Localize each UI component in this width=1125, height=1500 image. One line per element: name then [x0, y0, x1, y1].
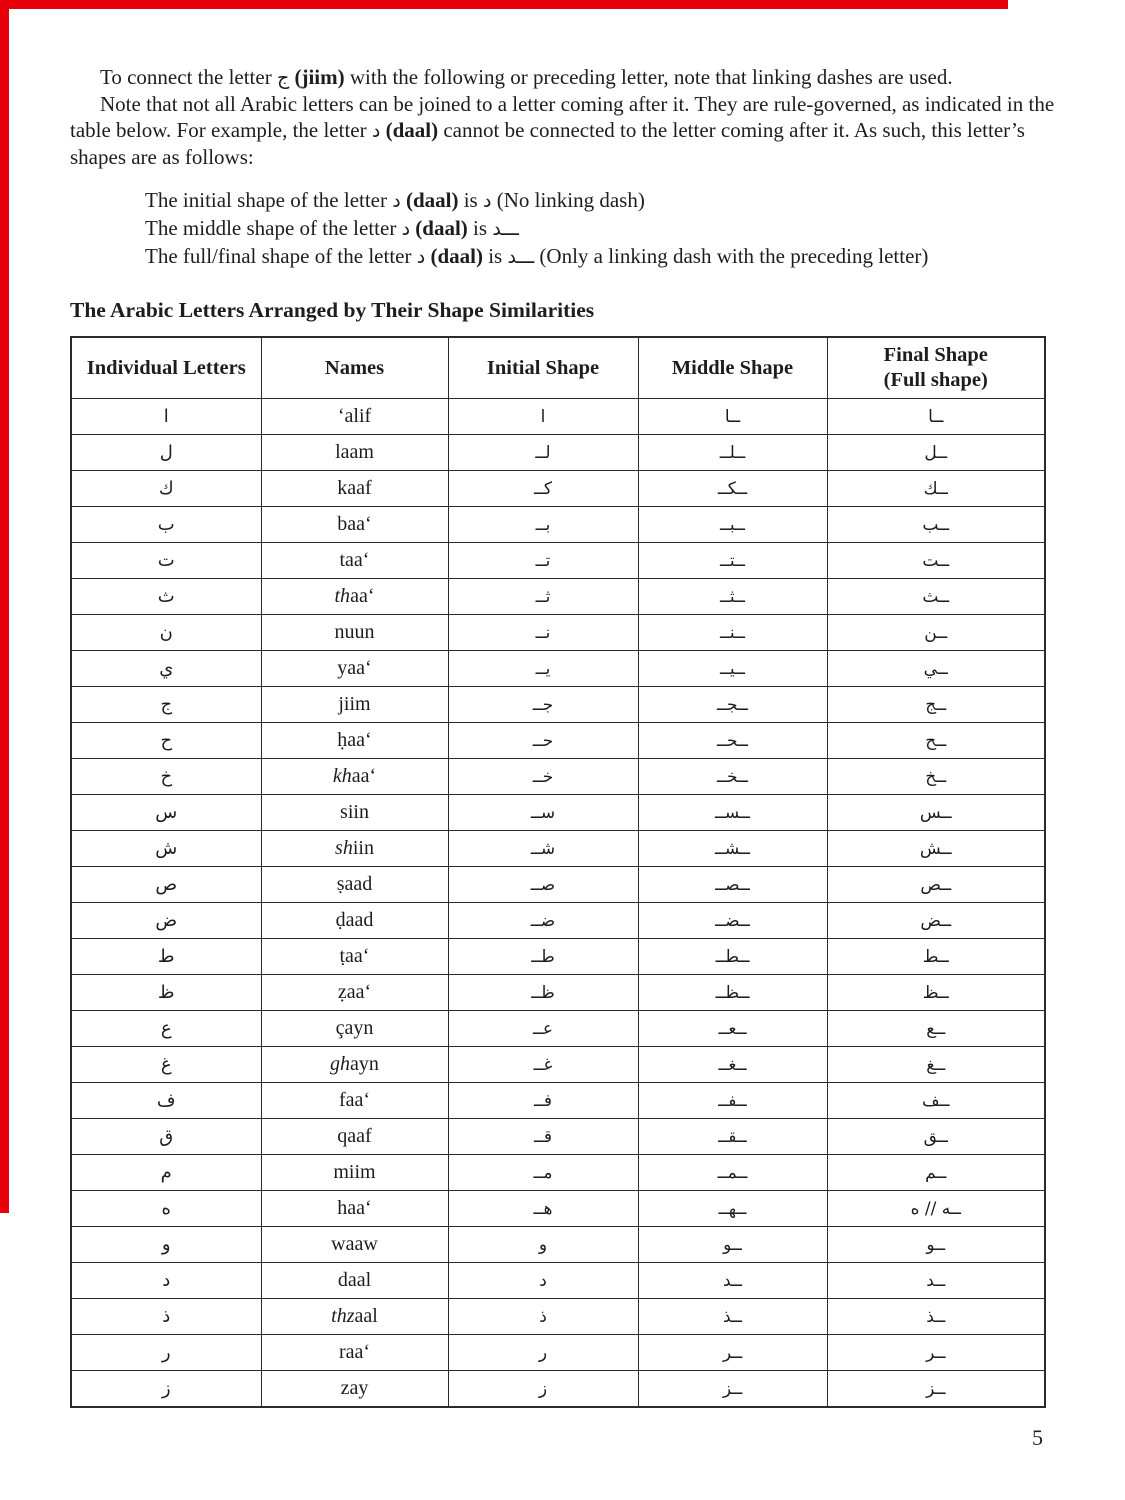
- initial-shape-cell: لــ: [448, 435, 638, 471]
- text-run: kaaf: [337, 477, 372, 499]
- final-shape-cell: ــت: [827, 543, 1045, 579]
- text-run: laam: [335, 441, 374, 463]
- initial-shape-cell: عــ: [448, 1011, 638, 1047]
- table-row: [71, 1299, 1045, 1335]
- initial-shape-cell: تــ: [448, 543, 638, 579]
- individual-letter-cell: ز: [71, 1371, 261, 1408]
- final-shape-cell: ــل: [827, 435, 1045, 471]
- initial-shape-cell: طــ: [448, 939, 638, 975]
- text-run: ṭaa‘: [339, 945, 370, 967]
- initial-shape-cell: قــ: [448, 1119, 638, 1155]
- text-run: (Only a linking dash with the preceding letter): [534, 244, 929, 268]
- text-run: ẓaa‘: [337, 981, 372, 1003]
- arabic-glyph: ـــد: [492, 218, 519, 240]
- text-run: iin: [352, 837, 374, 859]
- initial-shape-cell: حــ: [448, 723, 638, 759]
- text-run: ‘alif: [337, 405, 372, 427]
- table-row: [71, 1083, 1045, 1119]
- red-edge-left: [0, 0, 9, 1213]
- intro-paragraph-1: [70, 64, 1057, 91]
- name-cell: [261, 1119, 448, 1155]
- individual-letter-cell: ا: [71, 399, 261, 435]
- final-shape-cell: ــك: [827, 471, 1045, 507]
- initial-shape-cell: ذ: [448, 1299, 638, 1335]
- name-cell: [261, 1011, 448, 1047]
- text-run: is: [458, 188, 483, 212]
- middle-shape-cell: ــجــ: [638, 687, 827, 723]
- final-shape-cell: ــخ: [827, 759, 1045, 795]
- individual-letter-cell: ف: [71, 1083, 261, 1119]
- col-header-individual-letters: Individual Letters: [71, 337, 261, 399]
- individual-letter-cell: ت: [71, 543, 261, 579]
- middle-shape-cell: ــثــ: [638, 579, 827, 615]
- table-row: [71, 759, 1045, 795]
- middle-shape-cell: ــشــ: [638, 831, 827, 867]
- name-cell: [261, 1335, 448, 1371]
- text-run: faa‘: [338, 1089, 371, 1111]
- initial-shape-cell: د: [448, 1263, 638, 1299]
- name-cell: [261, 1227, 448, 1263]
- middle-shape-cell: ــهــ: [638, 1191, 827, 1227]
- initial-shape-cell: فــ: [448, 1083, 638, 1119]
- text-run: is: [467, 216, 493, 240]
- table-row: [71, 939, 1045, 975]
- final-shape-cell: ــس: [827, 795, 1045, 831]
- text-run: (daal): [385, 118, 439, 142]
- final-shape-cell: ــر: [827, 1335, 1045, 1371]
- individual-letter-cell: م: [71, 1155, 261, 1191]
- middle-shape-cell: ــتــ: [638, 543, 827, 579]
- shape-list-item-middle: [145, 215, 1057, 243]
- text-run: thz: [331, 1305, 355, 1327]
- middle-shape-cell: ــنــ: [638, 615, 827, 651]
- text-run: (No linking dash): [491, 188, 645, 212]
- name-cell: [261, 1155, 448, 1191]
- middle-shape-cell: ــر: [638, 1335, 827, 1371]
- text-run: ṣaad: [336, 873, 373, 895]
- middle-shape-cell: ــظــ: [638, 975, 827, 1011]
- individual-letter-cell: ث: [71, 579, 261, 615]
- table-row: [71, 1371, 1045, 1408]
- individual-letter-cell: ن: [71, 615, 261, 651]
- table-row: [71, 1119, 1045, 1155]
- text-run: ḍaad: [335, 909, 374, 931]
- middle-shape-cell: ــقــ: [638, 1119, 827, 1155]
- initial-shape-cell: و: [448, 1227, 638, 1263]
- final-shape-cell: ــغ: [827, 1047, 1045, 1083]
- final-shape-cell: ــد: [827, 1263, 1045, 1299]
- final-shape-cell: ــه // ه: [827, 1191, 1045, 1227]
- table-row: [71, 723, 1045, 759]
- arabic-glyph: د: [401, 218, 411, 240]
- name-cell: [261, 975, 448, 1011]
- final-shape-cell: ــح: [827, 723, 1045, 759]
- text-run: ḥaa‘: [337, 729, 372, 751]
- middle-shape-cell: ــخــ: [638, 759, 827, 795]
- text-run: taa‘: [339, 549, 370, 571]
- table-row: [71, 795, 1045, 831]
- table-row: [71, 831, 1045, 867]
- initial-shape-cell: كــ: [448, 471, 638, 507]
- table-row: [71, 1155, 1045, 1191]
- text-run: nuun: [334, 621, 375, 643]
- final-shape-cell: ــض: [827, 903, 1045, 939]
- text-run: ayn: [350, 1053, 379, 1075]
- final-shape-cell: ــش: [827, 831, 1045, 867]
- table-row: [71, 651, 1045, 687]
- final-shape-cell: ــب: [827, 507, 1045, 543]
- initial-shape-cell: شــ: [448, 831, 638, 867]
- text-run: haa‘: [337, 1197, 372, 1219]
- initial-shape-cell: نــ: [448, 615, 638, 651]
- name-cell: [261, 1371, 448, 1408]
- initial-shape-cell: ز: [448, 1371, 638, 1408]
- final-shape-cell: ــق: [827, 1119, 1045, 1155]
- text-run: waaw: [331, 1233, 378, 1255]
- name-cell: [261, 723, 448, 759]
- name-cell: [261, 903, 448, 939]
- page-number: 5: [1032, 1425, 1043, 1450]
- individual-letter-cell: ه: [71, 1191, 261, 1227]
- individual-letter-cell: ج: [71, 687, 261, 723]
- individual-letter-cell: د: [71, 1263, 261, 1299]
- final-shape-cell: ــز: [827, 1371, 1045, 1408]
- table-row: [71, 1191, 1045, 1227]
- individual-letter-cell: ق: [71, 1119, 261, 1155]
- arabic-glyph: د: [416, 246, 426, 268]
- text-run: To connect the letter: [100, 65, 277, 89]
- final-shape-cell: ــم: [827, 1155, 1045, 1191]
- table-row: [71, 507, 1045, 543]
- red-edge-top: [0, 0, 1008, 9]
- name-cell: [261, 1191, 448, 1227]
- page-content: [70, 64, 1057, 1408]
- final-shape-header-line1: Final Shape: [883, 344, 988, 366]
- text-run: aa‘: [351, 765, 377, 787]
- text-run: with the following or preceding letter, note that linking dashes are used.: [344, 65, 953, 89]
- table-row: [71, 471, 1045, 507]
- col-header-initial-shape: Initial Shape: [448, 337, 638, 399]
- initial-shape-cell: ا: [448, 399, 638, 435]
- shape-list-item-initial: [145, 187, 1057, 215]
- individual-letter-cell: ع: [71, 1011, 261, 1047]
- table-row: [71, 1047, 1045, 1083]
- initial-shape-cell: جــ: [448, 687, 638, 723]
- text-run: gh: [330, 1053, 351, 1075]
- middle-shape-cell: ــلــ: [638, 435, 827, 471]
- text-run: jiim: [338, 693, 371, 715]
- initial-shape-cell: ر: [448, 1335, 638, 1371]
- final-shape-cell: ــص: [827, 867, 1045, 903]
- middle-shape-cell: ــو: [638, 1227, 827, 1263]
- middle-shape-cell: ــمــ: [638, 1155, 827, 1191]
- table-row: [71, 1263, 1045, 1299]
- arabic-glyph: ج: [276, 67, 290, 89]
- letters-table: [70, 336, 1046, 1408]
- initial-shape-cell: مــ: [448, 1155, 638, 1191]
- arabic-glyph: د: [371, 120, 381, 142]
- name-cell: [261, 1263, 448, 1299]
- name-cell: [261, 1083, 448, 1119]
- name-cell: [261, 579, 448, 615]
- text-run: siin: [340, 801, 369, 823]
- individual-letter-cell: ب: [71, 507, 261, 543]
- individual-letter-cell: ر: [71, 1335, 261, 1371]
- initial-shape-cell: غــ: [448, 1047, 638, 1083]
- middle-shape-cell: ــيــ: [638, 651, 827, 687]
- name-cell: [261, 831, 448, 867]
- text-run: cannot be connected to the letter coming after it. As such, this letter’s shapes are as follows:: [70, 118, 1025, 169]
- middle-shape-cell: ــســ: [638, 795, 827, 831]
- text-run: Note that not all Arabic letters can be joined to a letter coming after it. They are rule-governed, as indicated in the table below. For example, the letter: [70, 92, 1055, 142]
- table-row: [71, 399, 1045, 435]
- col-header-final-shape: [827, 337, 1045, 399]
- table-row: [71, 579, 1045, 615]
- text-run: is: [482, 244, 508, 268]
- arabic-glyph: د: [482, 190, 492, 212]
- name-cell: [261, 687, 448, 723]
- text-run: miim: [333, 1161, 376, 1183]
- initial-shape-cell: صــ: [448, 867, 638, 903]
- text-run: qaaf: [337, 1125, 372, 1147]
- name-cell: [261, 795, 448, 831]
- text-run: zay: [340, 1377, 369, 1399]
- text-run: kh: [332, 765, 352, 787]
- individual-letter-cell: و: [71, 1227, 261, 1263]
- final-shape-cell: ــذ: [827, 1299, 1045, 1335]
- name-cell: [261, 399, 448, 435]
- middle-shape-cell: ــصــ: [638, 867, 827, 903]
- middle-shape-cell: ــضــ: [638, 903, 827, 939]
- table-row: [71, 975, 1045, 1011]
- initial-shape-cell: خــ: [448, 759, 638, 795]
- final-shape-cell: ــو: [827, 1227, 1045, 1263]
- text-run: (daal): [405, 188, 459, 212]
- individual-letter-cell: ل: [71, 435, 261, 471]
- shape-list: [145, 187, 1057, 271]
- final-shape-cell: ــف: [827, 1083, 1045, 1119]
- middle-shape-cell: ــبــ: [638, 507, 827, 543]
- arabic-glyph: د: [392, 190, 401, 212]
- text-run: The middle shape of the letter: [145, 216, 402, 240]
- initial-shape-cell: هــ: [448, 1191, 638, 1227]
- individual-letter-cell: ص: [71, 867, 261, 903]
- individual-letter-cell: غ: [71, 1047, 261, 1083]
- final-shape-cell: ــظ: [827, 975, 1045, 1011]
- name-cell: [261, 615, 448, 651]
- middle-shape-cell: ــكــ: [638, 471, 827, 507]
- arabic-glyph: ـــد: [507, 246, 535, 268]
- middle-shape-cell: ــذ: [638, 1299, 827, 1335]
- shape-list-item-final: [145, 243, 1057, 271]
- name-cell: [261, 939, 448, 975]
- intro-paragraph-2: [70, 91, 1057, 170]
- text-run: çayn: [335, 1017, 374, 1039]
- name-cell: [261, 507, 448, 543]
- text-run: (jiim): [294, 65, 345, 89]
- name-cell: [261, 651, 448, 687]
- table-row: [71, 615, 1045, 651]
- individual-letter-cell: ك: [71, 471, 261, 507]
- table-row: [71, 1227, 1045, 1263]
- text-run: aal: [354, 1305, 378, 1327]
- name-cell: [261, 1047, 448, 1083]
- table-row: [71, 903, 1045, 939]
- name-cell: [261, 435, 448, 471]
- name-cell: [261, 543, 448, 579]
- text-run: (daal): [430, 244, 483, 268]
- individual-letter-cell: ش: [71, 831, 261, 867]
- col-header-names: Names: [261, 337, 448, 399]
- initial-shape-cell: يــ: [448, 651, 638, 687]
- text-run: sh: [335, 837, 353, 859]
- initial-shape-cell: ضــ: [448, 903, 638, 939]
- letters-table-body: [71, 399, 1045, 1408]
- name-cell: [261, 471, 448, 507]
- name-cell: [261, 867, 448, 903]
- final-shape-cell: ــع: [827, 1011, 1045, 1047]
- table-row: [71, 543, 1045, 579]
- table-row: [71, 435, 1045, 471]
- individual-letter-cell: خ: [71, 759, 261, 795]
- middle-shape-cell: ــز: [638, 1371, 827, 1408]
- text-run: The initial shape of the letter: [145, 188, 393, 212]
- individual-letter-cell: س: [71, 795, 261, 831]
- final-shape-cell: ــث: [827, 579, 1045, 615]
- individual-letter-cell: ظ: [71, 975, 261, 1011]
- text-run: aa‘: [350, 585, 375, 607]
- final-shape-cell: ــي: [827, 651, 1045, 687]
- initial-shape-cell: ســ: [448, 795, 638, 831]
- middle-shape-cell: ــحــ: [638, 723, 827, 759]
- table-row: [71, 1335, 1045, 1371]
- text-run: (daal): [415, 216, 468, 240]
- individual-letter-cell: ي: [71, 651, 261, 687]
- final-shape-cell: ــا: [827, 399, 1045, 435]
- name-cell: [261, 1299, 448, 1335]
- middle-shape-cell: ــا: [638, 399, 827, 435]
- final-shape-cell: ــط: [827, 939, 1045, 975]
- final-shape-cell: ــج: [827, 687, 1045, 723]
- table-row: [71, 1011, 1045, 1047]
- initial-shape-cell: ثــ: [448, 579, 638, 615]
- final-shape-header-line2: (Full shape): [883, 369, 988, 391]
- section-heading: The Arabic Letters Arranged by Their Shape Similarities: [70, 298, 595, 322]
- middle-shape-cell: ــطــ: [638, 939, 827, 975]
- table-row: [71, 687, 1045, 723]
- col-header-middle-shape: Middle Shape: [638, 337, 827, 399]
- initial-shape-cell: بــ: [448, 507, 638, 543]
- table-header-row: [71, 337, 1045, 399]
- middle-shape-cell: ــعــ: [638, 1011, 827, 1047]
- individual-letter-cell: ض: [71, 903, 261, 939]
- middle-shape-cell: ــفــ: [638, 1083, 827, 1119]
- individual-letter-cell: ط: [71, 939, 261, 975]
- individual-letter-cell: ذ: [71, 1299, 261, 1335]
- final-shape-cell: ــن: [827, 615, 1045, 651]
- table-row: [71, 867, 1045, 903]
- middle-shape-cell: ــغــ: [638, 1047, 827, 1083]
- text-run: yaa‘: [337, 657, 372, 679]
- text-run: baa‘: [337, 513, 372, 535]
- text-run: daal: [337, 1269, 372, 1291]
- individual-letter-cell: ح: [71, 723, 261, 759]
- name-cell: [261, 759, 448, 795]
- text-run: raa‘: [338, 1341, 371, 1363]
- text-run: th: [334, 585, 351, 607]
- text-run: The full/final shape of the letter: [145, 244, 417, 268]
- middle-shape-cell: ــد: [638, 1263, 827, 1299]
- initial-shape-cell: ظــ: [448, 975, 638, 1011]
